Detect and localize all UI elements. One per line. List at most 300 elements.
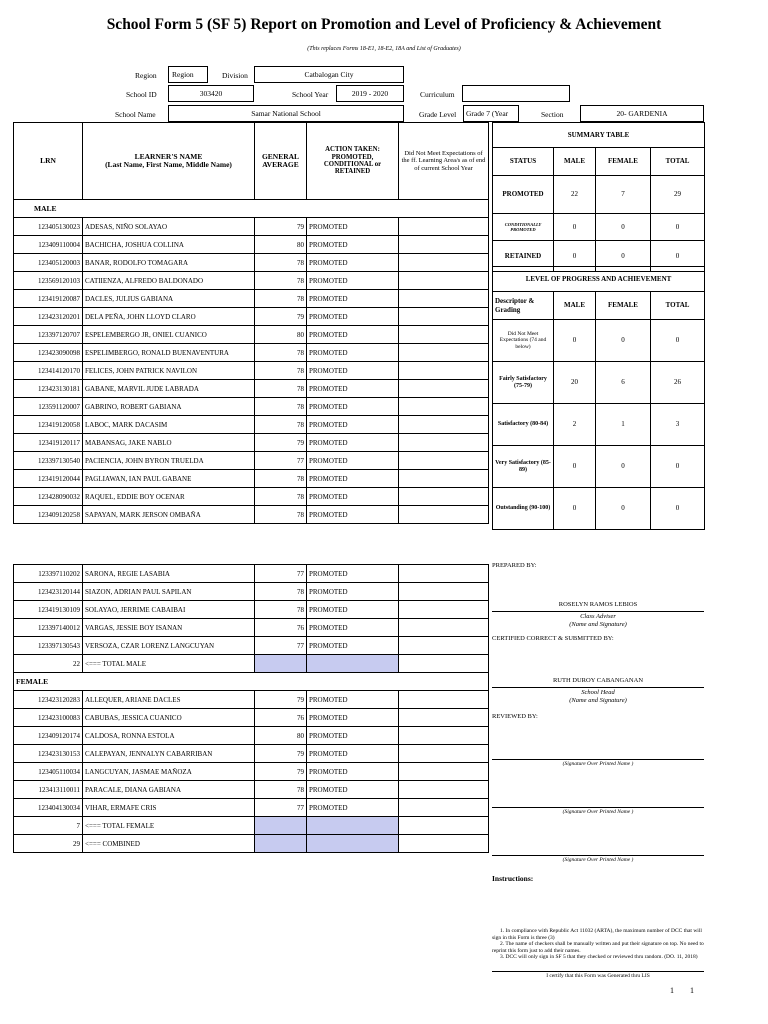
school-id-field[interactable]: 303420 [168,85,254,102]
learner-dnme [399,236,489,254]
learner-name: PAGLIAWAN, IAN PAUL GABANE [83,470,255,488]
level-female: 0 [596,320,651,362]
learner-name: SAPAYAN, MARK JERSON OMBAÑA [83,506,255,524]
learner-row [14,380,489,398]
learner-dnme [399,254,489,272]
learner-dnme [399,565,489,583]
learner-name: ALLEQUER, ARIANE DACLES [83,691,255,709]
learner-dnme [399,781,489,799]
level-total: 0 [651,488,705,530]
combined-row-count: 29 [14,835,83,853]
total-female-row [14,817,489,835]
learner-name: MABANSAG, JAKE NABLO [83,434,255,452]
learner-action: PROMOTED [307,434,399,452]
learner-name: GABRINO, ROBERT GABIANA [83,398,255,416]
learner-lrn: 123405120003 [14,254,83,272]
learner-lrn: 123397130540 [14,452,83,470]
learner-name: CALEPAYAN, JENNALYN CABARRIBAN [83,745,255,763]
summary-table [492,122,705,272]
learner-average: 79 [255,745,307,763]
total-male-row-action-cell [307,655,399,673]
learner-action: PROMOTED [307,763,399,781]
learner-action: PROMOTED [307,781,399,799]
level-total: 0 [651,320,705,362]
learner-action: PROMOTED [307,691,399,709]
head-name: RUTH DUROY CABANGANAN [552,677,644,684]
instructions-body [492,928,704,961]
reviewer1-note: (Signature Over Printed Name ) [562,761,634,767]
summary-female: 0 [596,241,651,272]
learner-action: PROMOTED [307,452,399,470]
learner-lrn: 123397120707 [14,326,83,344]
learner-action: PROMOTED [307,709,399,727]
learner-dnme [399,344,489,362]
adviser-line [492,611,704,612]
level-male: 0 [554,446,596,488]
learner-average: 78 [255,344,307,362]
learner-lrn: 123569120103 [14,272,83,290]
level-row [493,446,705,488]
learner-lrn: 123423120283 [14,691,83,709]
instructions-title: Instructions: [492,874,534,883]
learner-lrn: 123423100083 [14,709,83,727]
col-learner-name [83,123,255,200]
learner-name: DACLES, JULIUS GABIANA [83,290,255,308]
learner-lrn: 123423120144 [14,583,83,601]
learner-lrn: 123397130543 [14,637,83,655]
summary-h-male: MALE [554,148,596,176]
school-name-field[interactable]: Samar National School [168,105,404,122]
grade-level-field[interactable]: Grade 7 (Year [463,105,519,122]
level-total: 26 [651,362,705,404]
learner-row [14,691,489,709]
learner-name: VARGAS, JESSIE BOY ISANAN [83,619,255,637]
region-label: Region [135,71,157,80]
learner-lrn: 123428090032 [14,488,83,506]
learner-row [14,218,489,236]
learner-average: 80 [255,236,307,254]
learner-dnme [399,691,489,709]
learner-name: DELA PEÑA, JOHN LLOYD CLARO [83,308,255,326]
level-male: 0 [554,488,596,530]
learner-lrn: 123423090098 [14,344,83,362]
level-h-total: TOTAL [651,292,705,320]
learner-action: PROMOTED [307,362,399,380]
learner-row [14,272,489,290]
learner-average: 76 [255,619,307,637]
male-section-blank [255,200,489,218]
level-male: 2 [554,404,596,446]
level-h-male: MALE [554,292,596,320]
level-total: 0 [651,446,705,488]
learner-name: CABUBAS, JESSICA CUANICO [83,709,255,727]
learner-row [14,452,489,470]
learner-dnme [399,488,489,506]
level-male: 20 [554,362,596,404]
combined-row-avg-cell [255,835,307,853]
summary-female: 7 [596,176,651,214]
learner-row [14,470,489,488]
learner-row [14,290,489,308]
learner-name: LANGCUYAN, JASMAE MAÑOZA [83,763,255,781]
head-line [492,687,704,688]
curriculum-field[interactable] [462,85,570,102]
learner-lrn: 123591120007 [14,398,83,416]
learner-row [14,506,489,524]
learner-row [14,619,489,637]
instruction-3: 3. DCC will only sign in SF 5 that they checked or reviewed thru random. (DO. 11, 2018) [500,954,698,961]
learner-name: SIAZON, ADRIAN PAUL SAPILAN [83,583,255,601]
level-row [493,362,705,404]
learner-dnme [399,380,489,398]
level-desc: Did Not Meet Expectations (74 and below) [493,320,554,362]
total-female-row-avg-cell [255,817,307,835]
learner-dnme [399,416,489,434]
level-desc: Outstanding (90-100) [493,488,554,530]
learner-average: 78 [255,398,307,416]
col-did-not-meet: Did Not Meet Expectations of the ff. Learning Area/s as of end of current School Year [399,123,489,200]
learner-average: 79 [255,434,307,452]
form-title: School Form 5 (SF 5) Report on Promotion and Level of Proficiency & Achievement [106,16,662,33]
total-female-row-action-cell [307,817,399,835]
adviser-note: (Name and Signature) [569,621,627,628]
summary-row [493,176,705,214]
page-number: 1 [670,986,674,995]
total-male-row-avg-cell [255,655,307,673]
learner-row [14,565,489,583]
learner-dnme [399,601,489,619]
level-h-desc: Descriptor & Grading [493,292,554,320]
level-desc: Satisfactory (80-84) [493,404,554,446]
learner-name: SOLAYAO, JERRIME CABAIBAI [83,601,255,619]
learner-dnme [399,763,489,781]
learner-action: PROMOTED [307,218,399,236]
learner-row [14,416,489,434]
level-row [493,404,705,446]
learner-dnme [399,637,489,655]
learner-row [14,434,489,452]
level-female: 0 [596,446,651,488]
summary-row [493,214,705,241]
female-section-label: FEMALE [14,673,255,691]
summary-total: 29 [651,176,705,214]
learner-lrn: 123423130181 [14,380,83,398]
reviewer3-line [492,855,704,856]
school-year-field[interactable]: 2019 - 2020 [336,85,404,102]
learner-row [14,727,489,745]
page-total: 1 [690,986,694,995]
school-id-label: School ID [126,90,157,99]
female-section-blank [255,673,489,691]
level-desc: Fairly Satisfactory (75-79) [493,362,554,404]
reviewer2-note: (Signature Over Printed Name ) [562,809,634,815]
learner-action: PROMOTED [307,488,399,506]
learner-action: PROMOTED [307,637,399,655]
learner-row [14,601,489,619]
male-section-label: MALE [14,200,255,218]
learner-average: 78 [255,470,307,488]
summary-male: 0 [554,241,596,272]
learner-lrn: 123419120058 [14,416,83,434]
level-caption: LEVEL OF PROGRESS AND ACHIEVEMENT [493,267,705,292]
learner-average: 78 [255,601,307,619]
learner-average: 78 [255,781,307,799]
learner-dnme [399,470,489,488]
learner-lrn: 123419120087 [14,290,83,308]
learner-average: 77 [255,565,307,583]
learner-row [14,799,489,817]
learner-average: 77 [255,799,307,817]
learner-lrn: 123409110004 [14,236,83,254]
learner-lrn: 123414120170 [14,362,83,380]
learner-row [14,362,489,380]
learner-action: PROMOTED [307,398,399,416]
learner-name: ADESAS, NIÑO SOLAYAO [83,218,255,236]
learner-lrn: 123423130153 [14,745,83,763]
learner-average: 78 [255,272,307,290]
learner-dnme [399,799,489,817]
level-total: 3 [651,404,705,446]
learner-action: PROMOTED [307,565,399,583]
col-lrn: LRN [14,123,83,200]
learner-average: 79 [255,691,307,709]
form-subtitle: (This replaces Forms 18-E1, 18-E2, 18A and List of Graduates) [307,46,461,52]
learner-row [14,254,489,272]
summary-status: RETAINED [493,241,554,272]
learner-lrn: 123419120044 [14,470,83,488]
learner-row [14,709,489,727]
learner-action: PROMOTED [307,380,399,398]
learner-name: RAQUEL, EDDIE BOY OCENAR [83,488,255,506]
head-role: School Head [581,689,615,696]
learner-name: GABANE, MARVIL JUDE LABRADA [83,380,255,398]
learner-dnme [399,218,489,236]
learner-action: PROMOTED [307,745,399,763]
learner-name: CATIIENZA, ALFREDO BALDONADO [83,272,255,290]
learner-action: PROMOTED [307,799,399,817]
learner-name: LABOC, MARK DACASIM [83,416,255,434]
summary-status: PROMOTED [493,176,554,214]
learner-action: PROMOTED [307,326,399,344]
learner-lrn: 123397110202 [14,565,83,583]
learner-action: PROMOTED [307,308,399,326]
learner-lrn: 123423120201 [14,308,83,326]
head-note: (Name and Signature) [569,697,627,704]
summary-h-status: STATUS [493,148,554,176]
learner-average: 77 [255,452,307,470]
learner-lrn: 123404130034 [14,799,83,817]
level-table [492,266,705,530]
summary-male: 22 [554,176,596,214]
learner-name: ESPELEMBERGO JR, ONIEL CUANICO [83,326,255,344]
learner-row [14,763,489,781]
combined-row-action-cell [307,835,399,853]
summary-total: 0 [651,214,705,241]
total-female-row-label: <=== TOTAL FEMALE [83,817,255,835]
learner-row [14,583,489,601]
summary-female: 0 [596,214,651,241]
learner-lrn: 123413110011 [14,781,83,799]
level-row [493,488,705,530]
learner-average: 76 [255,709,307,727]
learner-lrn: 123419130109 [14,601,83,619]
learner-row [14,745,489,763]
learner-average: 80 [255,326,307,344]
learner-name: VIHAR, ERMAFE CRIS [83,799,255,817]
learner-row [14,344,489,362]
division-label: Division [222,71,248,80]
division-field[interactable]: Catbalogan City [254,66,404,83]
learner-action: PROMOTED [307,290,399,308]
learner-average: 80 [255,727,307,745]
learner-dnme [399,308,489,326]
school-name-label: School Name [115,110,156,119]
learner-dnme [399,619,489,637]
learner-dnme [399,583,489,601]
grade-level-label: Grade Level [419,110,457,119]
learner-dnme [399,727,489,745]
reviewer2-line [492,807,704,808]
learner-average: 79 [255,308,307,326]
learner-name: BACHICHA, JOSHUA COLLINA [83,236,255,254]
learner-lrn: 123419120117 [14,434,83,452]
level-female: 1 [596,404,651,446]
learner-lrn: 123409120258 [14,506,83,524]
learner-row [14,637,489,655]
learner-dnme [399,272,489,290]
section-field[interactable]: 20- GARDENIA [580,105,704,122]
learner-action: PROMOTED [307,344,399,362]
col-general-average: GENERAL AVERAGE [255,123,307,200]
adviser-role: Class Adviser [580,613,616,620]
level-row [493,320,705,362]
summary-status: CONDITIONALLY PROMOTED [493,214,554,241]
level-h-female: FEMALE [596,292,651,320]
learner-name: BANAR, RODOLFO TOMAGARA [83,254,255,272]
reviewed-by-label: REVIEWED BY: [492,713,538,720]
learner-action: PROMOTED [307,416,399,434]
learner-lrn: 123405110034 [14,763,83,781]
learner-lrn: 123405130023 [14,218,83,236]
learner-action: PROMOTED [307,601,399,619]
adviser-name: ROSELYN RAMOS LEBIOS [558,601,638,608]
learner-lrn: 123397140012 [14,619,83,637]
learner-row [14,326,489,344]
learner-table-page2 [13,564,489,853]
learner-row [14,308,489,326]
level-female: 0 [596,488,651,530]
learner-action: PROMOTED [307,470,399,488]
total-male-row-dnme-cell [399,655,489,673]
col-name-sub: (Last Name, First Name, Middle Name) [105,160,232,169]
learner-average: 77 [255,637,307,655]
learner-average: 78 [255,488,307,506]
learner-row [14,488,489,506]
learner-dnme [399,745,489,763]
learner-average: 78 [255,416,307,434]
learner-name: PACIENCIA, JOHN BYRON TRUELDA [83,452,255,470]
total-male-row-count: 22 [14,655,83,673]
level-female: 6 [596,362,651,404]
learner-name: VERSOZA, CZAR LORENZ LANGCUYAN [83,637,255,655]
learner-average: 79 [255,218,307,236]
summary-caption: SUMMARY TABLE [493,123,705,148]
learner-row [14,781,489,799]
summary-male: 0 [554,214,596,241]
total-male-row [14,655,489,673]
learner-name: ESPELIMBERGO, RONALD BUENAVENTURA [83,344,255,362]
learner-action: PROMOTED [307,619,399,637]
learner-name: CALDOSA, RONNA ESTOLA [83,727,255,745]
learner-dnme [399,709,489,727]
instruction-1: 1. In compliance with Republic Act 11032 (ARTA), the maximum number of DCC that will sign in this Form is three (3) [492,928,702,941]
learner-action: PROMOTED [307,583,399,601]
learner-name: SARONA, REGIE LASABIA [83,565,255,583]
learner-dnme [399,326,489,344]
learner-average: 79 [255,763,307,781]
learner-action: PROMOTED [307,272,399,290]
learner-dnme [399,398,489,416]
learner-average: 78 [255,362,307,380]
learner-dnme [399,290,489,308]
summary-h-total: TOTAL [651,148,705,176]
learner-table-page1 [13,122,489,524]
learner-row [14,236,489,254]
certify-lis: I certify that this Form was Generated thru LIS [546,973,650,979]
region-field[interactable]: Region [168,66,208,83]
col-name-title: LEARNER'S NAME [134,151,203,161]
learner-action: PROMOTED [307,254,399,272]
learner-action: PROMOTED [307,506,399,524]
learner-action: PROMOTED [307,236,399,254]
learner-dnme [399,452,489,470]
school-year-label: School Year [292,90,329,99]
total-female-row-count: 7 [14,817,83,835]
col-action-taken: ACTION TAKEN: PROMOTED, CONDITIONAL or RETAINED [307,123,399,200]
combined-row-dnme-cell [399,835,489,853]
section-label: Section [541,110,564,119]
learner-row [14,398,489,416]
learner-average: 78 [255,254,307,272]
learner-average: 78 [255,290,307,308]
total-male-row-label: <=== TOTAL MALE [83,655,255,673]
learner-name: FELICES, JOHN PATRICK NAVILON [83,362,255,380]
summary-total: 0 [651,241,705,272]
combined-row [14,835,489,853]
learner-average: 78 [255,583,307,601]
learner-action: PROMOTED [307,727,399,745]
learner-average: 78 [255,506,307,524]
learner-dnme [399,434,489,452]
learner-dnme [399,362,489,380]
certify-line [492,971,704,972]
level-male: 0 [554,320,596,362]
instruction-2: 2. The name of checkers shall be manually written and put their signature on top. No need to reprint this form just to add their names. [492,941,704,954]
reviewer1-line [492,759,704,760]
learner-lrn: 123409120174 [14,727,83,745]
reviewer3-note: (Signature Over Printed Name ) [562,857,634,863]
learner-dnme [399,506,489,524]
summary-h-female: FEMALE [596,148,651,176]
prepared-by-label: PREPARED BY: [492,562,537,569]
combined-row-label: <=== COMBINED [83,835,255,853]
learner-average: 78 [255,380,307,398]
level-desc: Very Satisfactory (85-89) [493,446,554,488]
total-female-row-dnme-cell [399,817,489,835]
learner-name: PARACALE, DIANA GABIANA [83,781,255,799]
curriculum-label: Curriculum [420,90,455,99]
certified-label: CERTIFIED CORRECT & SUBMITTED BY: [492,635,614,642]
